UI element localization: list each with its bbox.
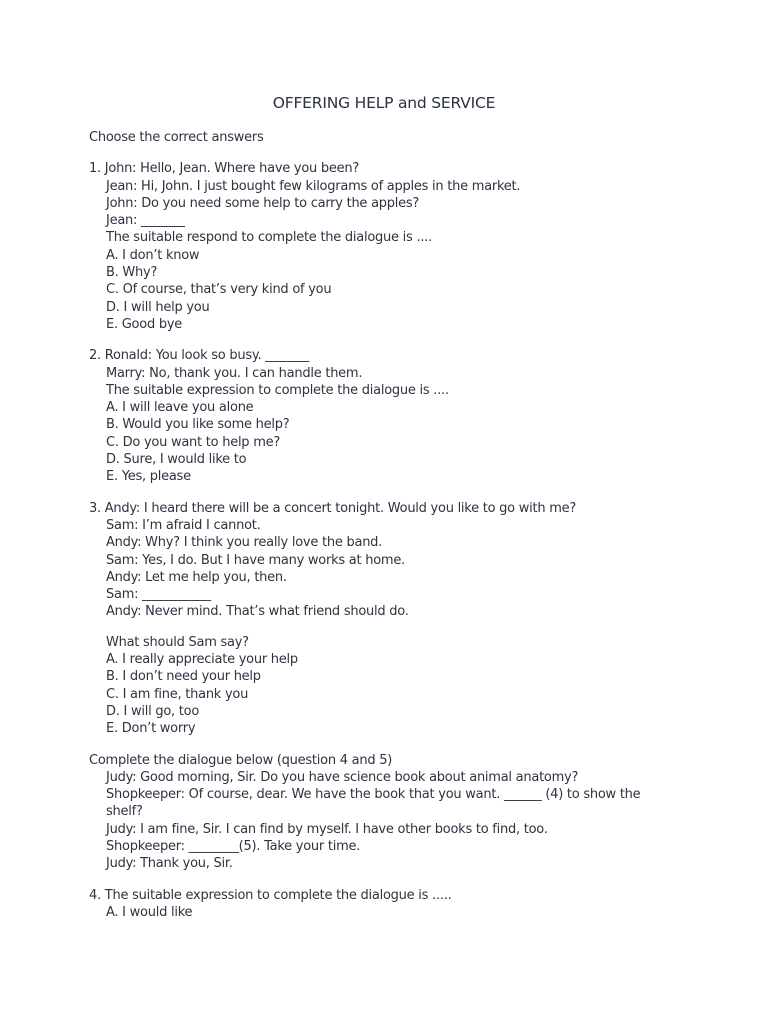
answer-option-c: C. I am fine, thank you xyxy=(106,686,249,702)
answer-option-a: A. I will leave you alone xyxy=(106,400,254,416)
question-prompt: What should Sam say? xyxy=(106,634,249,650)
question-prompt: The suitable respond to complete the dialogue is .... xyxy=(106,230,432,246)
answer-option-b: B. Why? xyxy=(106,265,158,281)
question-line: 4. The suitable expression to complete the dialogue is ..... xyxy=(89,887,452,903)
answer-option-b: B. I don’t need your help xyxy=(106,669,261,685)
question-prompt: The suitable expression to complete the dialogue is .... xyxy=(106,382,449,398)
question-4 xyxy=(89,887,689,922)
question-2 xyxy=(89,347,689,485)
dialogue-line: Andy: Never mind. That’s what friend should do. xyxy=(106,604,409,620)
answer-option-d: D. I will help you xyxy=(106,299,210,315)
dialogue-line: Andy: Why? I think you really love the band. xyxy=(106,535,383,551)
dialogue-line: Andy: Let me help you, then. xyxy=(106,569,287,585)
answer-option-b: B. Would you like some help? xyxy=(106,417,290,433)
dialogue-line: John: Do you need some help to carry the apples? xyxy=(106,195,420,211)
answer-option-c: C. Do you want to help me? xyxy=(106,434,281,450)
dialogue-line: Sam: ___________ xyxy=(106,587,211,603)
answer-option-e: E. Good bye xyxy=(106,316,183,332)
dialogue-section xyxy=(89,752,689,873)
dialogue-line: Shopkeeper: ________(5). Take your time. xyxy=(106,838,361,854)
question-line: 1. John: Hello, Jean. Where have you been? xyxy=(89,161,360,177)
section-instruction: Complete the dialogue below (question 4 and 5) xyxy=(89,752,393,768)
worksheet-body xyxy=(89,129,689,921)
answer-option-a: A. I really appreciate your help xyxy=(106,652,298,668)
question-3 xyxy=(89,500,689,738)
answer-option-e: E. Don’t worry xyxy=(106,721,196,737)
answer-option-c: C. Of course, that’s very kind of you xyxy=(106,282,332,298)
dialogue-line: Judy: Thank you, Sir. xyxy=(106,856,233,872)
page-title: OFFERING HELP and SERVICE xyxy=(272,94,496,112)
dialogue-line: Sam: I’m afraid I cannot. xyxy=(106,517,261,533)
dialogue-line: Marry: No, thank you. I can handle them. xyxy=(106,365,363,381)
dialogue-line: Shopkeeper: Of course, dear. We have the book that you want. ______ (4) to show the shelf? xyxy=(106,787,641,820)
dialogue-line: Jean: Hi, John. I just bought few kilograms of apples in the market. xyxy=(106,178,521,194)
answer-option-d: D. Sure, I would like to xyxy=(106,452,247,468)
question-1 xyxy=(89,160,689,333)
answer-option-a: A. I would like xyxy=(106,904,193,920)
answer-option-d: D. I will go, too xyxy=(106,703,200,719)
answer-option-e: E. Yes, please xyxy=(106,469,191,485)
dialogue-line: Jean: _______ xyxy=(106,213,185,229)
dialogue-line: Sam: Yes, I do. But I have many works at home. xyxy=(106,552,405,568)
question-line: 2. Ronald: You look so busy. _______ xyxy=(89,348,309,364)
question-line: 3. Andy: I heard there will be a concert tonight. Would you like to go with me? xyxy=(89,500,577,516)
dialogue-line: Judy: I am fine, Sir. I can find by myself. I have other books to find, too. xyxy=(106,821,548,837)
answer-option-a: A. I don’t know xyxy=(106,247,200,263)
instruction: Choose the correct answers xyxy=(89,130,264,145)
dialogue-line: Judy: Good morning, Sir. Do you have science book about animal anatomy? xyxy=(106,769,579,785)
